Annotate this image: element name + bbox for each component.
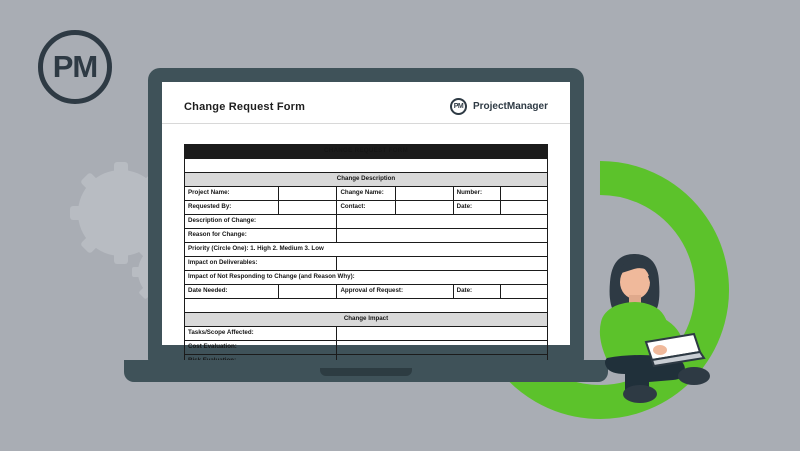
label-cost-evaluation: Cost Evaluation:	[185, 341, 337, 355]
document-page	[162, 82, 570, 351]
table-row	[185, 257, 548, 271]
field-date-needed[interactable]	[279, 285, 337, 299]
field-contact[interactable]	[395, 201, 453, 215]
label-change-name: Change Name:	[337, 187, 395, 201]
table-row	[185, 229, 548, 243]
pm-logo	[38, 30, 112, 104]
label-project-name: Project Name:	[185, 187, 279, 201]
laptop-screen-frame	[148, 68, 584, 363]
change-request-table	[184, 144, 548, 369]
form-banner: CHANGE REQUEST FORM	[185, 145, 548, 159]
page-title: Change Request Form	[184, 100, 306, 113]
section-heading-change-description: Change Description	[185, 173, 548, 187]
person-illustration	[568, 246, 748, 406]
table-row-spacer	[185, 159, 548, 173]
field-reason-for-change[interactable]	[337, 229, 548, 243]
table-row	[185, 327, 548, 341]
label-impact-not-responding: Impact of Not Responding to Change (and Reason Why):	[185, 271, 548, 285]
brand-lockup	[450, 98, 548, 115]
table-row	[185, 201, 548, 215]
label-reason-for-change: Reason for Change:	[185, 229, 337, 243]
table-row	[185, 243, 548, 257]
label-tasks-scope-affected: Tasks/Scope Affected:	[185, 327, 337, 341]
label-requested-by: Requested By:	[185, 201, 279, 215]
field-change-name[interactable]	[395, 187, 453, 201]
label-date-needed: Date Needed:	[185, 285, 279, 299]
label-impact-on-deliverables: Impact on Deliverables:	[185, 257, 337, 271]
table-row-section-heading	[185, 173, 548, 187]
label-approval-date: Date:	[453, 285, 500, 299]
field-number[interactable]	[500, 187, 547, 201]
field-date[interactable]	[500, 201, 547, 215]
table-row	[185, 187, 548, 201]
table-row	[185, 215, 548, 229]
field-cost-evaluation[interactable]	[337, 341, 548, 355]
document-header	[184, 98, 548, 123]
section-heading-change-impact: Change Impact	[185, 313, 548, 327]
label-approval-of-request: Approval of Request:	[337, 285, 453, 299]
pm-mark-text: PM	[453, 103, 464, 110]
header-divider	[162, 123, 570, 124]
label-date: Date:	[453, 201, 500, 215]
field-impact-on-deliverables[interactable]	[337, 257, 548, 271]
field-approval-date[interactable]	[500, 285, 547, 299]
field-tasks-scope-affected[interactable]	[337, 327, 548, 341]
label-description-of-change: Description of Change:	[185, 215, 337, 229]
laptop-notch	[320, 368, 412, 376]
label-contact: Contact:	[337, 201, 395, 215]
table-row-spacer	[185, 299, 548, 313]
field-requested-by[interactable]	[279, 201, 337, 215]
pm-mark-icon	[450, 98, 467, 115]
table-row-section-heading	[185, 313, 548, 327]
table-row	[185, 285, 548, 299]
laptop-screen	[162, 82, 570, 351]
label-number: Number:	[453, 187, 500, 201]
laptop-mockup	[148, 68, 584, 388]
pm-logo-text: PM	[52, 49, 98, 84]
field-project-name[interactable]	[279, 187, 337, 201]
table-row-banner	[185, 145, 548, 159]
label-priority[interactable]: Priority (Circle One): 1. High 2. Medium 3. Low	[185, 243, 548, 257]
table-row	[185, 271, 548, 285]
table-row	[185, 341, 548, 355]
brand-name: ProjectManager	[472, 101, 548, 112]
field-description-of-change[interactable]	[337, 215, 548, 229]
